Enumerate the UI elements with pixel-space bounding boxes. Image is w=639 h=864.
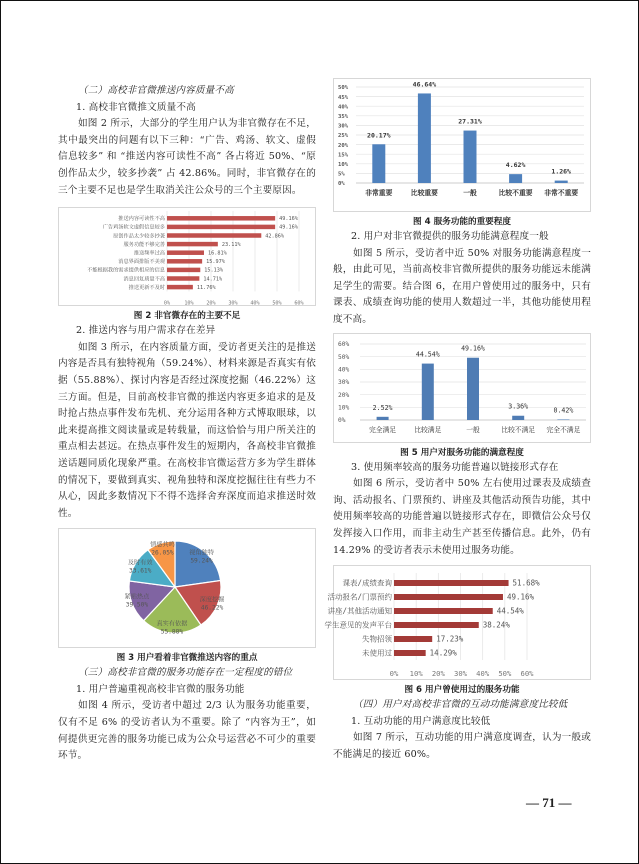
figure-caption: 图 2 非官微存在的主要不足 bbox=[133, 311, 241, 322]
data-label: 2.52% bbox=[372, 403, 393, 412]
bar bbox=[167, 276, 199, 281]
slice-value-label: 39.50% bbox=[125, 601, 149, 609]
y-tick-label: 0% bbox=[338, 181, 345, 188]
y-tick-label: 25% bbox=[338, 133, 349, 140]
category-label: 活动报名/门票预约 bbox=[327, 592, 392, 602]
figure-3-svg bbox=[59, 529, 315, 647]
data-label: 14.29% bbox=[429, 648, 457, 658]
bar bbox=[167, 268, 200, 273]
bar bbox=[167, 216, 275, 221]
y-tick-label: 50% bbox=[338, 353, 350, 361]
figure-5-svg bbox=[334, 334, 592, 442]
data-label: 11.76% bbox=[196, 285, 216, 292]
section-heading: （三）高校非官微的服务功能存在一定程度的错位 bbox=[78, 667, 293, 679]
data-label: 51.68% bbox=[512, 578, 540, 588]
slice-category-label: 情感共鸣 bbox=[150, 541, 175, 549]
data-label: 0.42% bbox=[553, 406, 574, 415]
bar bbox=[464, 131, 477, 183]
y-tick-label: 30% bbox=[338, 378, 350, 386]
slice-category-label: 真实有依据 bbox=[156, 620, 188, 628]
paragraph: 如图 6 所示，受访者中 50% 左右使用过课表及成绩查询、活动报名、门票预约、讲座及其他活动预告功能，其中使用频率较高的功能普遍以链接形式存在，即微信公众号仅发挥接入口作用，而非主动生产甚至传播信息。此外，仍有 14.29% 的受访者表示未使用过服务功能。 bbox=[333, 478, 591, 556]
y-tick-label: 20% bbox=[338, 142, 349, 149]
bar bbox=[394, 594, 503, 600]
category-label: 比较不重要 bbox=[498, 189, 533, 197]
bar bbox=[509, 174, 522, 183]
y-tick-label: 50% bbox=[338, 85, 349, 92]
subsection-heading: 2. 推送内容与用户需求存在差异 bbox=[76, 325, 216, 337]
category-label: 不能根据我的需求提供相应的信息 bbox=[87, 267, 165, 274]
data-label: 46.64% bbox=[412, 80, 437, 89]
bar bbox=[167, 233, 261, 238]
bar bbox=[167, 242, 218, 247]
y-tick-label: 20% bbox=[338, 391, 350, 399]
data-label: 49.16% bbox=[506, 592, 535, 602]
slice-value-label: 46.22% bbox=[200, 604, 224, 612]
category-label: 学生意见的发声平台 bbox=[324, 620, 392, 630]
category-label: 比较满足 bbox=[414, 425, 442, 434]
section-heading: （四）用户对高校非官微的互动功能满意度比较低 bbox=[353, 699, 568, 711]
subsection-heading: 1. 用户普遍重视高校非官微的服务功能 bbox=[76, 683, 245, 695]
category-label: 一般 bbox=[466, 425, 480, 434]
figure-6-chart bbox=[324, 565, 591, 680]
x-tick-label: 10% bbox=[409, 669, 423, 679]
x-tick-label: 0% bbox=[163, 300, 171, 307]
bar bbox=[422, 363, 434, 419]
data-label: 15.13% bbox=[204, 267, 224, 274]
figure-4-chart bbox=[333, 78, 591, 212]
bar bbox=[394, 608, 493, 614]
y-tick-label: 45% bbox=[338, 94, 349, 101]
paragraph: 如图 5 所示，受访者中近 50% 对服务功能满意程度一般，由此可见，当前高校非官微所提供的服务功能远未能满足学生的需要。结合图 6，在用户曾使用过的服务中，只有课表、成绩查询功能的使用人数超过一半，其他功能使用程度不高。 bbox=[333, 247, 591, 325]
slice-category-label: 深度挖掘 bbox=[199, 596, 225, 604]
bar bbox=[167, 251, 204, 256]
x-tick-label: 30% bbox=[228, 300, 238, 307]
data-label: 4.62% bbox=[505, 161, 526, 170]
slice-value-label: 33.61% bbox=[129, 567, 152, 575]
left-column bbox=[58, 83, 316, 765]
category-label: 讲座/其他活动通知 bbox=[327, 606, 392, 616]
figure-caption: 图 5 用户对服务功能的满意程度 bbox=[400, 447, 524, 458]
bar bbox=[512, 415, 524, 419]
x-tick-label: 50% bbox=[498, 669, 512, 679]
slice-category-label: 及时有效 bbox=[127, 559, 153, 567]
x-tick-label: 10% bbox=[184, 300, 194, 307]
paragraph: 如图 3 所示，在内容质量方面，受访者更关注的是推送内容是否具有独特视角（59.24%）、材料来源是否真实有依据（55.88%）、探讨内容是否经过深度挖掘（46.22%）这三方面。但是，目前高校非官微的推送内容更多追求的是及时抢占热点事件发布先机、充分运用各种方式博取眼球，以此来提高推文阅读量或是转载量，而这恰恰与用户所关注的重点相去甚远。在热点事件发生的短期内，各高校非官微推送话题同质化现象严重。在高校非官微运营方多为学生群体的情况下，要做到真实、视角独特和深度挖掘往往有些力不从心，因此多数情况下不得不选择舍弃深度而追求推送时效性。 bbox=[58, 341, 316, 519]
y-tick-label: 60% bbox=[338, 340, 350, 348]
y-tick-label: 0% bbox=[338, 416, 346, 424]
bar bbox=[394, 622, 479, 628]
subsection-heading: 2. 用户对非官微提供的服务功能满意程度一般 bbox=[351, 231, 549, 242]
data-label: 14.71% bbox=[203, 276, 223, 283]
right-column bbox=[324, 78, 591, 764]
data-label: 20.17% bbox=[367, 131, 391, 140]
data-label: 16.81% bbox=[207, 250, 227, 257]
category-label: 推送内容可读性不高 bbox=[118, 216, 165, 223]
paragraph: 如图 4 所示，受访者中超过 2/3 认为服务功能重要，仅有不足 6% 的受访者认为不重要。除了 “内容为王”，如何提供更完善的服务功能已成为公众号运营必不可少的重要环节。 bbox=[58, 700, 316, 762]
category-label: 广告鸡汤软文虚假信息较多 bbox=[102, 224, 165, 231]
category-label: 未使用过 bbox=[362, 648, 392, 658]
figure-caption: 图 4 服务功能的重要程度 bbox=[413, 217, 511, 227]
figure-5-chart bbox=[333, 333, 591, 443]
paragraph: 如图 7 所示，互动功能的用户满意度调查，认为一般或不能满足的接近 60%。 bbox=[333, 732, 591, 760]
figure-4-svg bbox=[334, 79, 592, 211]
category-label: 课表/成绩查询 bbox=[342, 578, 392, 588]
data-label: 49.16% bbox=[461, 344, 485, 353]
category-label: 比较重要 bbox=[410, 189, 438, 197]
subsection-heading: 1. 互动功能的用户满意度比较低 bbox=[351, 715, 491, 727]
x-tick-label: 50% bbox=[272, 300, 282, 307]
slice-category-label: 视角独特 bbox=[189, 549, 214, 557]
category-label: 推送频率过高 bbox=[133, 250, 165, 257]
bar bbox=[394, 636, 432, 642]
slice-value-label: 26.05% bbox=[151, 549, 174, 557]
category-label: 消息回复质量不高 bbox=[123, 276, 165, 283]
category-label: 非常重要 bbox=[365, 189, 393, 197]
figure-3-chart bbox=[58, 528, 316, 648]
data-label: 49.16% bbox=[279, 216, 298, 223]
category-label: 原创作品太少较多抄袭 bbox=[113, 233, 165, 240]
figure-2-svg bbox=[59, 208, 315, 305]
figure-2-chart bbox=[58, 207, 316, 306]
figure-caption: 图 6 用户曾使用过的服务功能 bbox=[404, 685, 520, 696]
data-label: 44.54% bbox=[415, 350, 440, 359]
category-label: 服务功能不够完善 bbox=[123, 242, 165, 249]
data-label: 42.86% bbox=[265, 233, 285, 240]
section-heading: （二）高校非官微推送内容质量不高 bbox=[78, 85, 234, 96]
y-tick-label: 35% bbox=[338, 114, 349, 120]
data-label: 1.26% bbox=[551, 167, 571, 176]
y-tick-label: 10% bbox=[338, 404, 350, 412]
x-tick-label: 20% bbox=[431, 669, 445, 679]
x-tick-label: 40% bbox=[250, 300, 260, 307]
data-label: 23.11% bbox=[221, 242, 241, 249]
y-tick-label: 10% bbox=[338, 162, 349, 168]
bar bbox=[394, 580, 509, 586]
slice-category-label: 紧贴热点 bbox=[124, 593, 150, 601]
category-label: 失物招领 bbox=[362, 634, 392, 644]
y-tick-label: 40% bbox=[338, 104, 349, 111]
data-label: 49.16% bbox=[279, 224, 298, 231]
bar bbox=[167, 285, 193, 290]
x-tick-label: 20% bbox=[206, 300, 216, 307]
bar bbox=[394, 650, 426, 656]
x-tick-label: 60% bbox=[520, 669, 534, 679]
data-label: 15.97% bbox=[206, 259, 225, 266]
figure-6-svg bbox=[324, 566, 592, 679]
slice-value-label: 59.24% bbox=[190, 557, 213, 565]
category-label: 完全不满足 bbox=[546, 425, 581, 434]
x-tick-label: 0% bbox=[389, 669, 399, 679]
slice-value-label: 55.88% bbox=[160, 628, 184, 636]
bar bbox=[372, 144, 385, 183]
y-tick-label: 30% bbox=[338, 123, 349, 130]
x-tick-label: 60% bbox=[294, 300, 304, 307]
data-label: 38.24% bbox=[482, 620, 510, 630]
bar bbox=[167, 225, 275, 230]
bar bbox=[557, 419, 569, 420]
subsection-heading: 1. 高校非官微推文质量不高 bbox=[76, 101, 196, 113]
paragraph: 如图 2 所示，大部分的学生用户认为非官微存在不足，其中最突出的问题有以下三种：“广告、鸡汤、软文、虚假信息较多” 和 “推送内容可读性不高” 各占将近 50%、“原创作品太少，较多抄袭” 占 42.86%。同时，非官微存在的三个主要不足也是学生取消关注公众号的三个主要原因。 bbox=[58, 118, 316, 196]
y-tick-label: 40% bbox=[338, 366, 350, 374]
data-label: 3.36% bbox=[508, 402, 529, 411]
x-tick-label: 30% bbox=[454, 669, 467, 679]
bar bbox=[377, 416, 389, 419]
figure-caption: 图 3 用户看着非官微推送内容的重点 bbox=[116, 653, 258, 664]
bar bbox=[418, 93, 431, 183]
bar bbox=[467, 357, 479, 419]
category-label: 消息界面排版不美观 bbox=[118, 259, 165, 266]
category-label: 推送更新不及时 bbox=[128, 285, 165, 292]
y-tick-label: 15% bbox=[338, 152, 349, 159]
data-label: 17.23% bbox=[436, 634, 464, 644]
data-label: 44.54% bbox=[496, 606, 524, 616]
category-label: 非常不重要 bbox=[544, 189, 579, 197]
subsection-heading: 3. 使用频率较高的服务功能普遍以链接形式存在 bbox=[351, 461, 559, 473]
data-label: 27.31% bbox=[458, 117, 482, 126]
category-label: 比较不满足 bbox=[501, 425, 536, 434]
category-label: 一般 bbox=[463, 189, 477, 197]
page-number: — 71 — bbox=[526, 795, 572, 810]
bar bbox=[167, 259, 202, 264]
category-label: 完全满足 bbox=[369, 425, 397, 434]
x-tick-label: 40% bbox=[476, 669, 490, 679]
y-tick-label: 5% bbox=[338, 171, 345, 178]
bar bbox=[555, 181, 568, 183]
